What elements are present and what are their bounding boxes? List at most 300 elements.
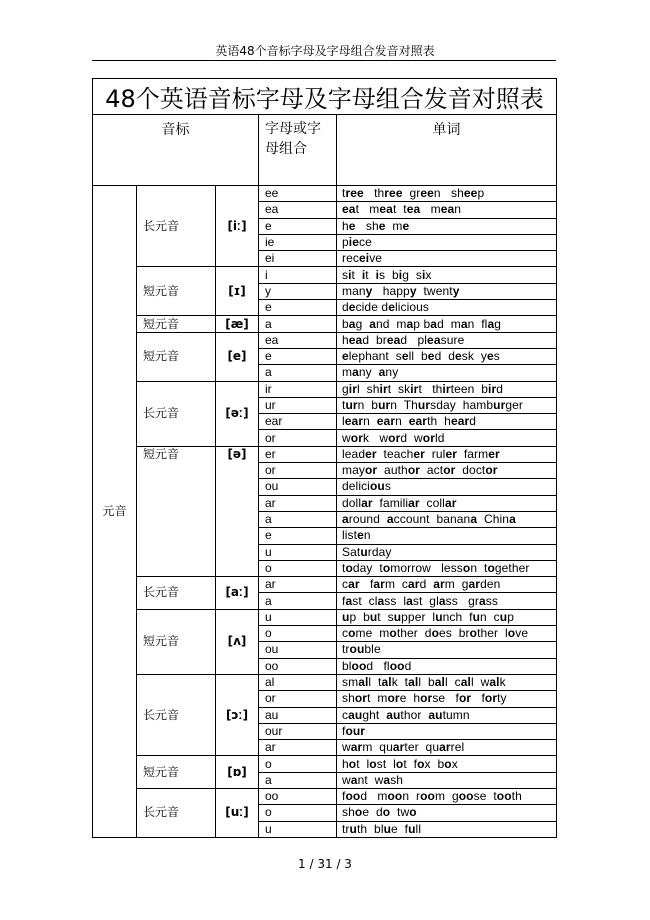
- letters-cell: i: [259, 267, 337, 283]
- word-fragment: ty: [497, 691, 507, 706]
- word-fragment: d: [496, 381, 504, 396]
- word-fragment: th: [363, 186, 385, 201]
- highlighted-letters: e: [342, 349, 349, 364]
- example-words-cell: [337, 316, 557, 332]
- highlighted-letters: ir: [348, 381, 357, 396]
- highlighted-letters: ur: [378, 398, 391, 412]
- letters-cell: ei: [259, 251, 337, 267]
- word-fragment: s: [342, 267, 349, 282]
- word-fragment: rec: [342, 251, 359, 266]
- highlighted-letters: al: [408, 675, 419, 690]
- highlighted-letters: ir: [488, 381, 497, 396]
- word-fragment: k: [499, 675, 506, 690]
- example-words-cell: [337, 446, 557, 462]
- highlighted-letters: ar: [468, 577, 481, 592]
- highlighted-letters: or: [422, 430, 435, 445]
- word-fragment: ther d: [396, 626, 432, 641]
- word-fragment: doll: [342, 495, 362, 510]
- header-rule: [92, 60, 556, 61]
- word-fragment: n: [395, 414, 409, 429]
- word-fragment: p b: [349, 609, 370, 624]
- word-fragment: d d: [434, 349, 455, 364]
- example-words-cell: [337, 348, 557, 364]
- word-fragment: licious: [394, 300, 430, 315]
- example-words-cell: [337, 691, 557, 707]
- letters-cell: al: [259, 674, 337, 690]
- highlighted-letters: ar: [373, 577, 385, 592]
- word-fragment: delici: [342, 479, 370, 494]
- highlighted-letters: o: [382, 805, 391, 820]
- word-fragment: list: [342, 528, 358, 543]
- highlighted-letters: o: [409, 805, 417, 820]
- example-words-cell: [337, 251, 557, 267]
- word-fragment: d br: [362, 332, 387, 347]
- word-fragment: day t: [352, 560, 383, 575]
- word-fragment: t: [351, 267, 362, 282]
- word-fragment: t m: [355, 202, 380, 217]
- word-fragment: gr: [402, 186, 421, 201]
- vowel-length-cell: 短元音: [137, 446, 216, 576]
- highlighted-letters: ea: [379, 202, 393, 217]
- vowel-length-cell: 短元音: [137, 609, 216, 674]
- table-row: [93, 609, 557, 625]
- word-fragment: tumn: [442, 707, 470, 722]
- phonetic-table: [92, 78, 557, 838]
- example-words-cell: [337, 283, 557, 299]
- highlighted-letters: our: [345, 723, 366, 738]
- example-words-cell: [337, 805, 557, 821]
- highlighted-letters: ar: [392, 740, 405, 755]
- highlighted-letters: ee: [463, 186, 478, 201]
- highlighted-letters: oo: [458, 789, 474, 804]
- example-words-cell: [337, 397, 557, 413]
- word-fragment: h: [342, 332, 349, 347]
- vowel-length-cell: 长元音: [137, 674, 216, 755]
- highlighted-letters: al: [434, 675, 445, 690]
- word-fragment: k w: [362, 430, 389, 445]
- word-fragment: t s: [377, 609, 394, 624]
- highlighted-letters: u: [349, 821, 357, 836]
- table-row: [93, 332, 557, 348]
- highlighted-letters: ea: [386, 332, 401, 347]
- highlighted-letters: er: [445, 446, 457, 461]
- word-fragment: t sk: [387, 381, 411, 396]
- example-words-cell: [337, 430, 557, 446]
- word-fragment: me m: [355, 626, 390, 641]
- example-words-cell: [337, 707, 557, 723]
- example-words-cell: [337, 821, 557, 837]
- word-fragment: cide d: [355, 300, 389, 315]
- highlighted-letters: ear: [376, 414, 396, 429]
- letters-cell: e: [259, 348, 337, 364]
- highlighted-letters: a: [479, 593, 486, 608]
- word-fragment: n c: [480, 609, 500, 624]
- word-fragment: g: [494, 316, 501, 331]
- letters-cell: ir: [259, 381, 337, 397]
- highlighted-letters: or: [485, 463, 498, 478]
- word-fragment: sk y: [461, 349, 487, 364]
- highlighted-letters: ea: [406, 202, 421, 217]
- highlighted-letters: o: [395, 756, 404, 771]
- word-fragment: d: [469, 414, 477, 429]
- word-fragment: n: [454, 202, 462, 217]
- table-row: [93, 186, 557, 202]
- highlighted-letters: a: [378, 365, 386, 380]
- highlighted-letters: ei: [358, 251, 370, 266]
- highlighted-letters: al: [358, 675, 369, 690]
- example-words-cell: [337, 365, 557, 381]
- word-fragment: d: [342, 300, 349, 315]
- word-fragment: w: [342, 772, 351, 787]
- highlighted-letters: a: [406, 593, 413, 608]
- word-fragment: f: [342, 723, 346, 738]
- highlighted-letters: o: [369, 756, 377, 771]
- highlighted-letters: ar: [408, 495, 420, 510]
- word-fragment: den: [480, 577, 501, 592]
- word-fragment: st l: [376, 756, 396, 771]
- word-fragment: t l: [356, 756, 370, 771]
- word-fragment: e f: [391, 821, 409, 836]
- highlighted-letters: or: [407, 463, 421, 478]
- word-fragment: th bl: [356, 821, 384, 836]
- highlighted-letters: o: [345, 560, 353, 575]
- category-cell: 元音: [93, 186, 137, 838]
- highlighted-letters: o: [507, 626, 516, 641]
- table-row: [93, 788, 557, 804]
- word-fragment: nt w: [357, 772, 384, 787]
- letters-cell: or: [259, 691, 337, 707]
- letters-cell: or: [259, 463, 337, 479]
- example-words-cell: [337, 756, 557, 772]
- word-fragment: ld: [434, 430, 445, 445]
- highlighted-letters: ree: [345, 186, 364, 201]
- word-fragment: p: [507, 609, 514, 624]
- table-title: 48个英语音标字母及字母组合发音对照表: [93, 79, 557, 115]
- highlighted-letters: or: [350, 430, 363, 445]
- word-fragment: s: [493, 349, 500, 364]
- word-fragment: doct: [455, 463, 486, 478]
- highlighted-letters: ar: [348, 577, 360, 592]
- example-words-cell: [337, 674, 557, 690]
- highlighted-letters: al: [489, 675, 500, 690]
- letters-cell: e: [259, 528, 337, 544]
- highlighted-letters: ou: [369, 479, 385, 494]
- highlighted-letters: au: [386, 707, 401, 722]
- word-fragment: se f: [432, 691, 459, 706]
- vowel-length-cell: 短元音: [137, 756, 216, 789]
- word-fragment: t: [342, 398, 346, 412]
- highlighted-letters: ir: [442, 381, 451, 396]
- word-fragment: p: [477, 186, 485, 201]
- word-fragment: d m: [437, 316, 461, 331]
- example-words-cell: [337, 560, 557, 576]
- example-words-cell: [337, 609, 557, 625]
- highlighted-letters: o: [444, 756, 452, 771]
- letters-cell: or: [259, 430, 337, 446]
- example-words-cell: [337, 740, 557, 756]
- letters-cell: o: [259, 756, 337, 772]
- highlighted-letters: or: [364, 463, 378, 478]
- word-fragment: d: [419, 577, 434, 592]
- letters-cell: ear: [259, 414, 337, 430]
- letters-cell: o: [259, 626, 337, 642]
- word-fragment: teen b: [450, 381, 489, 396]
- ipa-symbol-cell: [əː]: [216, 381, 259, 446]
- word-fragment: ss gr: [445, 593, 480, 608]
- ipa-symbol-cell: [aː]: [216, 577, 259, 610]
- letters-cell: a: [259, 511, 337, 527]
- highlighted-letters: al: [381, 675, 392, 690]
- highlighted-letters: ear: [408, 414, 428, 429]
- example-words-cell: [337, 593, 557, 609]
- word-fragment: twent: [416, 283, 453, 298]
- word-fragment: w: [342, 740, 351, 755]
- highlighted-letters: o: [382, 560, 391, 575]
- highlighted-letters: or: [354, 691, 368, 706]
- highlighted-letters: ea: [342, 202, 356, 217]
- word-fragment: b: [342, 316, 349, 331]
- highlighted-letters: a: [377, 593, 385, 608]
- highlighted-letters: a: [438, 593, 446, 608]
- highlighted-letters: a: [352, 365, 359, 380]
- ipa-symbol-cell: [ɒ]: [216, 756, 259, 789]
- example-words-cell: [337, 381, 557, 397]
- letters-cell: ar: [259, 577, 337, 593]
- highlighted-letters: o: [431, 626, 439, 641]
- ipa-symbol-cell: [e]: [216, 332, 259, 381]
- highlighted-letters: ie: [348, 235, 359, 250]
- word-fragment: es br: [439, 626, 470, 641]
- word-fragment: sh: [355, 218, 379, 233]
- vowel-length-cell: 长元音: [137, 186, 216, 267]
- example-words-cell: [337, 511, 557, 527]
- letters-cell: e: [259, 218, 337, 234]
- highlighted-letters: o: [487, 560, 495, 575]
- word-fragment: h: [342, 756, 349, 771]
- highlighted-letters: i: [398, 267, 403, 282]
- letters-cell: our: [259, 723, 337, 739]
- example-words-cell: [337, 234, 557, 250]
- word-fragment: tr: [342, 821, 350, 836]
- highlighted-letters: er: [365, 446, 377, 461]
- example-words-cell: [337, 414, 557, 430]
- word-fragment: ve: [515, 626, 529, 641]
- letters-cell: oo: [259, 658, 337, 674]
- word-fragment: n fl: [467, 316, 488, 331]
- highlighted-letters: u: [369, 609, 378, 624]
- vowel-length-cell: 长元音: [137, 788, 216, 837]
- word-fragment: p b: [413, 316, 431, 331]
- example-words-cell: [337, 788, 557, 804]
- word-fragment: f: [471, 691, 485, 706]
- highlighted-letters: ur: [417, 398, 431, 412]
- word-fragment: m: [420, 202, 441, 217]
- word-fragment: lead: [342, 446, 366, 461]
- highlighted-letters: or: [420, 691, 433, 706]
- word-fragment: f: [359, 577, 374, 592]
- table-row: [93, 316, 557, 332]
- highlighted-letters: e: [427, 349, 435, 364]
- word-fragment: may: [342, 463, 365, 478]
- word-fragment: auth: [377, 463, 408, 478]
- word-fragment: ger: [505, 398, 524, 412]
- highlighted-letters: ar: [361, 495, 373, 510]
- highlighted-letters: ee: [420, 186, 434, 201]
- highlighted-letters: a: [383, 772, 391, 787]
- word-fragment: sh: [342, 691, 355, 706]
- highlighted-letters: ear: [450, 414, 470, 429]
- word-fragment: l c: [444, 675, 461, 690]
- example-words-cell: [337, 626, 557, 642]
- highlighted-letters: e: [401, 349, 409, 364]
- letters-cell: a: [259, 316, 337, 332]
- word-fragment: ss l: [384, 593, 407, 608]
- highlighted-letters: er: [488, 446, 500, 461]
- example-words-cell: [337, 479, 557, 495]
- column-header-letters: 字母或字母组合: [259, 115, 337, 186]
- highlighted-letters: u: [472, 609, 481, 624]
- word-fragment: l t: [368, 675, 382, 690]
- highlighted-letters: oo: [496, 789, 512, 804]
- highlighted-letters: ea: [427, 332, 441, 347]
- word-fragment: happ: [372, 283, 410, 298]
- word-fragment: n sh: [433, 186, 464, 201]
- word-fragment: w: [342, 430, 351, 445]
- word-fragment: c: [342, 707, 349, 722]
- highlighted-letters: a: [470, 512, 478, 527]
- word-fragment: g: [342, 381, 349, 396]
- highlighted-letters: or: [443, 463, 456, 478]
- word-fragment: f: [342, 789, 346, 804]
- letters-cell: a: [259, 772, 337, 788]
- word-fragment: ccount banan: [393, 512, 471, 527]
- word-fragment: n: [363, 414, 377, 429]
- vowel-length-cell: 长元音: [137, 381, 216, 446]
- word-fragment: m g: [444, 577, 469, 592]
- word-fragment: th: [511, 789, 522, 804]
- highlighted-letters: al: [460, 675, 471, 690]
- vowel-length-cell: 短元音: [137, 267, 216, 316]
- word-fragment: e h: [399, 691, 421, 706]
- word-fragment: f: [342, 593, 346, 608]
- highlighted-letters: u: [408, 821, 416, 836]
- highlighted-letters: u: [499, 609, 508, 624]
- word-fragment: ss: [485, 593, 498, 608]
- highlighted-letters: oo: [389, 658, 405, 673]
- word-fragment: gether: [494, 560, 530, 575]
- letters-cell: au: [259, 707, 337, 723]
- letters-cell: ar: [259, 740, 337, 756]
- word-fragment: lephant s: [348, 349, 402, 364]
- word-fragment: coll: [419, 495, 445, 510]
- letters-cell: ar: [259, 495, 337, 511]
- highlighted-letters: a: [348, 316, 356, 331]
- word-fragment: g: [355, 316, 370, 331]
- highlighted-letters: e: [402, 218, 410, 233]
- highlighted-letters: y: [452, 283, 460, 298]
- highlighted-letters: er: [413, 446, 425, 461]
- word-fragment: t th: [418, 381, 443, 396]
- highlighted-letters: o: [462, 560, 471, 575]
- word-fragment: h: [342, 218, 349, 233]
- highlighted-letters: ir: [379, 381, 388, 396]
- example-words-cell: [337, 658, 557, 674]
- example-words-cell: [337, 544, 557, 560]
- letters-cell: u: [259, 821, 337, 837]
- highlighted-letters: ou: [349, 642, 365, 657]
- word-fragment: t m: [367, 691, 388, 706]
- word-fragment: ter qu: [404, 740, 440, 755]
- highlighted-letters: e: [486, 349, 494, 364]
- highlighted-letters: ar: [408, 577, 420, 592]
- highlighted-letters: o: [389, 626, 397, 641]
- highlighted-letters: ur: [345, 398, 358, 412]
- vowel-length-cell: 长元音: [137, 577, 216, 610]
- highlighted-letters: or: [484, 691, 498, 706]
- word-fragment: th h: [427, 414, 451, 429]
- highlighted-letters: a: [509, 512, 516, 527]
- highlighted-letters: u: [393, 609, 402, 624]
- word-fragment: x: [451, 756, 458, 771]
- highlighted-letters: oo: [420, 789, 435, 804]
- highlighted-letters: oo: [345, 789, 361, 804]
- word-fragment: n Th: [390, 398, 418, 412]
- highlighted-letters: a: [369, 316, 376, 331]
- word-fragment: tw: [390, 805, 410, 820]
- example-words-cell: [337, 495, 557, 511]
- example-words-cell: [337, 463, 557, 479]
- word-fragment: sh: [390, 772, 404, 787]
- table-row: [93, 674, 557, 690]
- word-fragment: tr: [342, 642, 350, 657]
- example-words-cell: [337, 300, 557, 316]
- column-header-ipa: 音标: [93, 115, 259, 186]
- word-fragment: k t: [391, 675, 409, 690]
- word-fragment: act: [420, 463, 444, 478]
- example-words-cell: [337, 772, 557, 788]
- table-row: [93, 756, 557, 772]
- word-fragment: d pl: [400, 332, 428, 347]
- ipa-symbol-cell: [ʌ]: [216, 609, 259, 674]
- word-fragment: x: [425, 267, 432, 282]
- word-fragment: farm: [456, 446, 489, 461]
- word-fragment: n: [363, 528, 371, 543]
- word-fragment: Chin: [477, 512, 510, 527]
- word-fragment: m: [385, 218, 403, 233]
- page-footer: 1 / 31 / 3: [298, 857, 352, 871]
- word-fragment: st cl: [352, 593, 378, 608]
- example-words-cell: [337, 577, 557, 593]
- word-fragment: sh: [342, 805, 355, 820]
- example-words-cell: [337, 723, 557, 739]
- highlighted-letters: a: [406, 316, 414, 331]
- word-fragment: ble: [364, 642, 381, 657]
- highlighted-letters: a: [430, 316, 438, 331]
- word-fragment: t t: [392, 202, 407, 217]
- ipa-symbol-cell: [æ]: [216, 316, 259, 332]
- word-fragment: ll: [415, 821, 422, 836]
- highlighted-letters: y: [365, 283, 373, 298]
- highlighted-letters: y: [409, 283, 417, 298]
- word-fragment: e d: [362, 805, 383, 820]
- highlighted-letters: e: [348, 300, 356, 315]
- word-fragment: morrow less: [390, 560, 463, 575]
- word-fragment: l: [342, 414, 345, 429]
- letters-cell: u: [259, 609, 337, 625]
- example-words-cell: [337, 202, 557, 218]
- highlighted-letters: o: [469, 626, 478, 641]
- highlighted-letters: or: [387, 691, 400, 706]
